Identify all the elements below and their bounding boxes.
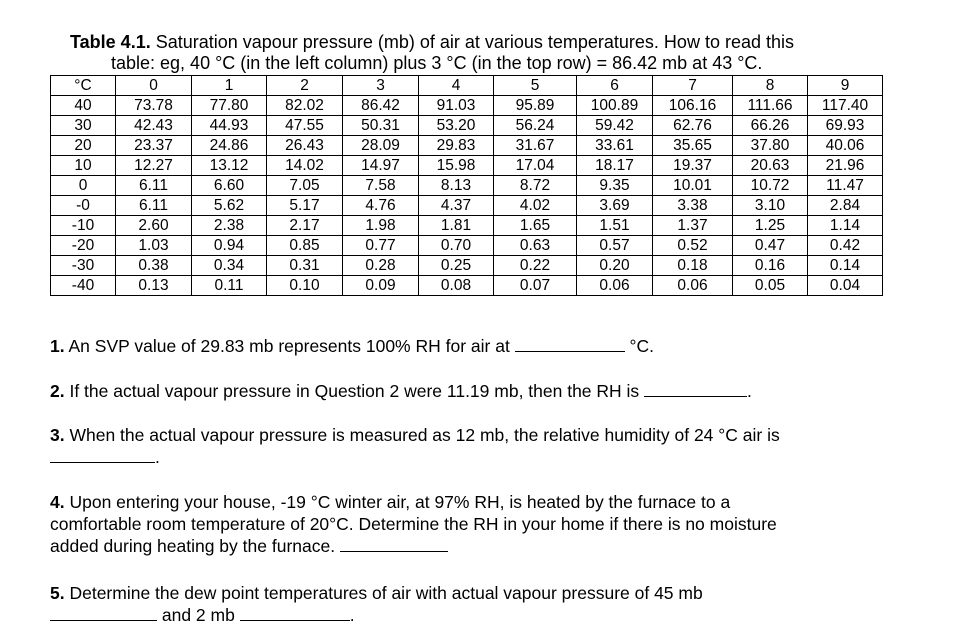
table-cell: 33.61: [577, 136, 653, 156]
table-cell: 100.89: [577, 96, 653, 116]
question-mid: and 2 mb: [157, 605, 240, 625]
table-cell: 37.80: [733, 136, 808, 156]
question-line-1: Upon entering your house, -19 °C winter air, at 97% RH, is heated by the furnace to a: [64, 492, 731, 512]
row-header-cell: 30: [51, 116, 116, 136]
table-cell: 106.16: [653, 96, 733, 116]
table-cell: 0.57: [577, 236, 653, 256]
table-row: [51, 276, 883, 296]
table-cell: 44.93: [192, 116, 267, 136]
question-4: [50, 491, 940, 557]
question-number: 3.: [50, 425, 65, 445]
table-cell: 6.11: [116, 176, 192, 196]
table-cell: 21.96: [808, 156, 883, 176]
question-number: 5.: [50, 583, 65, 603]
column-header-cell: 6: [577, 76, 653, 96]
table-cell: 47.55: [267, 116, 343, 136]
question-tail: .: [349, 605, 355, 625]
column-header-cell: 2: [267, 76, 343, 96]
table-cell: 1.51: [577, 216, 653, 236]
table-cell: 0.94: [192, 236, 267, 256]
table-cell: 3.10: [733, 196, 808, 216]
table-cell: 82.02: [267, 96, 343, 116]
table-cell: 31.67: [494, 136, 577, 156]
table-cell: 4.37: [419, 196, 494, 216]
question-number: 4.: [50, 492, 65, 512]
table-cell: 50.31: [343, 116, 419, 136]
table-cell: 0.05: [733, 276, 808, 296]
table-cell: 0.16: [733, 256, 808, 276]
table-cell: 53.20: [419, 116, 494, 136]
table-cell: 56.24: [494, 116, 577, 136]
table-cell: 5.62: [192, 196, 267, 216]
table-cell: 0.06: [653, 276, 733, 296]
table-cell: 13.12: [192, 156, 267, 176]
table-cell: 0.11: [192, 276, 267, 296]
table-cell: 1.14: [808, 216, 883, 236]
table-row: [51, 216, 883, 236]
answer-blank[interactable]: [515, 337, 625, 352]
table-cell: 0.10: [267, 276, 343, 296]
table-cell: 23.37: [116, 136, 192, 156]
table-cell: 28.09: [343, 136, 419, 156]
table-cell: 91.03: [419, 96, 494, 116]
table-cell: 17.04: [494, 156, 577, 176]
table-cell: 0.04: [808, 276, 883, 296]
table-cell: 0.70: [419, 236, 494, 256]
row-header-cell: 10: [51, 156, 116, 176]
table-cell: 24.86: [192, 136, 267, 156]
row-header-cell: 0: [51, 176, 116, 196]
table-cell: 2.60: [116, 216, 192, 236]
table-row: [51, 236, 883, 256]
table-cell: 0.25: [419, 256, 494, 276]
table-cell: 0.42: [808, 236, 883, 256]
table-row: [51, 96, 883, 116]
table-cell: 26.43: [267, 136, 343, 156]
table-cell: 19.37: [653, 156, 733, 176]
table-cell: 0.34: [192, 256, 267, 276]
question-2: [50, 380, 940, 402]
table-cell: 77.80: [192, 96, 267, 116]
table-cell: 95.89: [494, 96, 577, 116]
row-header-cell: 40: [51, 96, 116, 116]
table-cell: 111.66: [733, 96, 808, 116]
table-cell: 0.09: [343, 276, 419, 296]
table-row: [51, 256, 883, 276]
column-header-cell: 9: [808, 76, 883, 96]
table-cell: 1.25: [733, 216, 808, 236]
table-row: [51, 156, 883, 176]
row-header-cell: -40: [51, 276, 116, 296]
table-cell: 6.60: [192, 176, 267, 196]
question-tail: .: [155, 447, 160, 467]
unit-header-cell: °C: [51, 76, 116, 96]
svp-table: [50, 75, 883, 296]
row-header-cell: -30: [51, 256, 116, 276]
table-cell: 0.28: [343, 256, 419, 276]
table-row: [51, 136, 883, 156]
table-cell: 3.69: [577, 196, 653, 216]
table-cell: 0.22: [494, 256, 577, 276]
table-cell: 15.98: [419, 156, 494, 176]
column-header-cell: 3: [343, 76, 419, 96]
table-cell: 3.38: [653, 196, 733, 216]
table-cell: 6.11: [116, 196, 192, 216]
table-cell: 4.02: [494, 196, 577, 216]
table-cell: 1.03: [116, 236, 192, 256]
table-cell: 1.65: [494, 216, 577, 236]
table-cell: 12.27: [116, 156, 192, 176]
table-cell: 5.17: [267, 196, 343, 216]
table-cell: 0.20: [577, 256, 653, 276]
table-row: [51, 116, 883, 136]
table-caption: [70, 32, 890, 74]
table-cell: 1.98: [343, 216, 419, 236]
question-tail: .: [747, 381, 752, 401]
table-cell: 59.42: [577, 116, 653, 136]
table-cell: 73.78: [116, 96, 192, 116]
row-header-cell: 20: [51, 136, 116, 156]
table-cell: 4.76: [343, 196, 419, 216]
table-cell: 11.47: [808, 176, 883, 196]
table-cell: 14.02: [267, 156, 343, 176]
table-cell: 10.72: [733, 176, 808, 196]
table-cell: 117.40: [808, 96, 883, 116]
table-cell: 0.08: [419, 276, 494, 296]
table-cell: 29.83: [419, 136, 494, 156]
table-row: [51, 176, 883, 196]
table-cell: 10.01: [653, 176, 733, 196]
table-cell: 0.06: [577, 276, 653, 296]
table-cell: 2.38: [192, 216, 267, 236]
row-header-cell: -20: [51, 236, 116, 256]
question-line-3: added during heating by the furnace.: [50, 536, 340, 556]
table-cell: 7.05: [267, 176, 343, 196]
table-row: [51, 196, 883, 216]
table-cell: 0.77: [343, 236, 419, 256]
question-text: If the actual vapour pressure in Question 2 were 11.19 mb, then the RH is: [64, 381, 645, 401]
table-cell: 0.18: [653, 256, 733, 276]
table-cell: 66.26: [733, 116, 808, 136]
table-cell: 18.17: [577, 156, 653, 176]
table-cell: 20.63: [733, 156, 808, 176]
table-cell: 69.93: [808, 116, 883, 136]
table-cell: 0.31: [267, 256, 343, 276]
caption-line-2: table: eg, 40 °C (in the left column) plus 3 °C (in the top row) = 86.42 mb at 43 °C.: [111, 53, 763, 73]
answer-blank[interactable]: [644, 382, 747, 397]
column-header-cell: 1: [192, 76, 267, 96]
table-cell: 40.06: [808, 136, 883, 156]
table-cell: 0.13: [116, 276, 192, 296]
table-header-row: [51, 76, 883, 96]
table-cell: 8.13: [419, 176, 494, 196]
row-header-cell: -0: [51, 196, 116, 216]
table-cell: 0.47: [733, 236, 808, 256]
question-line-2: comfortable room temperature of 20°C. Determine the RH in your home if there is no moisture: [50, 514, 777, 534]
table-cell: 8.72: [494, 176, 577, 196]
answer-blank-2[interactable]: [240, 606, 350, 621]
table-cell: 2.17: [267, 216, 343, 236]
table-label: Table 4.1.: [70, 32, 151, 52]
column-header-cell: 8: [733, 76, 808, 96]
question-tail: °C.: [624, 336, 655, 356]
question-text: An SVP value of 29.83 mb represents 100% RH for air at: [64, 336, 515, 356]
table-cell: 0.85: [267, 236, 343, 256]
question-text: When the actual vapour pressure is measured as 12 mb, the relative humidity of 24 °C air is: [64, 425, 780, 445]
table-cell: 0.38: [116, 256, 192, 276]
question-text: Determine the dew point temperatures of air with actual vapour pressure of 45 mb: [64, 583, 703, 603]
caption-line-1: Saturation vapour pressure (mb) of air at various temperatures. How to read this: [150, 32, 794, 52]
question-number: 1.: [50, 336, 65, 356]
table-cell: 1.81: [419, 216, 494, 236]
table-cell: 9.35: [577, 176, 653, 196]
column-header-cell: 5: [494, 76, 577, 96]
column-header-cell: 0: [116, 76, 192, 96]
table-cell: 1.37: [653, 216, 733, 236]
column-header-cell: 4: [419, 76, 494, 96]
table-cell: 14.97: [343, 156, 419, 176]
table-cell: 0.52: [653, 236, 733, 256]
table-cell: 0.63: [494, 236, 577, 256]
question-5: [50, 582, 940, 626]
table-cell: 0.07: [494, 276, 577, 296]
table-cell: 42.43: [116, 116, 192, 136]
table-cell: 0.14: [808, 256, 883, 276]
table-cell: 86.42: [343, 96, 419, 116]
table-cell: 2.84: [808, 196, 883, 216]
answer-blank-1[interactable]: [50, 606, 157, 621]
table-cell: 7.58: [343, 176, 419, 196]
answer-blank[interactable]: [50, 448, 155, 463]
row-header-cell: -10: [51, 216, 116, 236]
table-cell: 62.76: [653, 116, 733, 136]
question-number: 2.: [50, 381, 65, 401]
table-cell: 35.65: [653, 136, 733, 156]
question-3: [50, 424, 940, 468]
column-header-cell: 7: [653, 76, 733, 96]
question-1: [50, 335, 940, 357]
answer-blank[interactable]: [340, 537, 448, 552]
